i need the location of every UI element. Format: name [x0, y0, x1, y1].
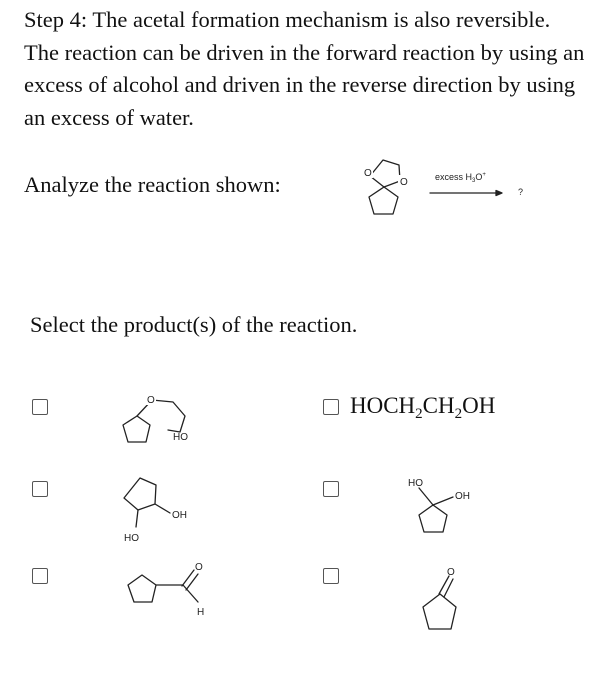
- option-a-checkbox[interactable]: [32, 399, 48, 415]
- reagent-oxygen: O: [475, 172, 483, 182]
- reactant-structure: [340, 145, 430, 245]
- option-a-structure: [110, 388, 220, 468]
- reagent-label: [435, 172, 486, 184]
- unknown-product: ?: [518, 187, 524, 197]
- reaction-arrow: [428, 188, 508, 198]
- reagent-subscript: 3: [472, 178, 476, 184]
- option-a-ho-label: HO: [173, 432, 188, 443]
- dioxolane-ring: [370, 160, 400, 187]
- option-e-o-label: O: [195, 562, 203, 573]
- option-c-ho-label: HO: [124, 533, 139, 544]
- option-f-structure: [395, 555, 495, 665]
- option-d-checkbox[interactable]: [323, 481, 339, 497]
- option-e-h-label: H: [197, 607, 205, 618]
- option-b-ethylene-glycol: $HOCH_2CH_2OH$: [350, 393, 496, 422]
- cyclopentane-ring: [369, 187, 398, 214]
- option-c-cyclopentane: [124, 478, 156, 510]
- option-d-structure: [395, 470, 495, 560]
- option-a-cyclopentane: [123, 416, 150, 442]
- option-c-checkbox[interactable]: [32, 481, 48, 497]
- option-e-structure: [110, 555, 220, 635]
- option-e-cyclopentane: [128, 575, 156, 602]
- option-f-cyclopentane: [423, 594, 456, 629]
- option-a-o-label: O: [147, 395, 155, 406]
- reaction-prompt: Analyze the reaction shown:: [24, 172, 281, 197]
- option-b-checkbox[interactable]: [323, 399, 339, 415]
- reactant-o-label-2: O: [400, 177, 408, 188]
- option-d-cyclopentane: [419, 505, 447, 532]
- option-c-oh-label: OH: [172, 510, 187, 521]
- reactant-o-label-1: O: [364, 168, 372, 179]
- option-f-o-label: O: [447, 567, 455, 578]
- question-prompt: Select the product(s) of the reaction.: [30, 312, 358, 337]
- reagent-prefix: excess H: [435, 172, 473, 182]
- option-f-checkbox[interactable]: [323, 568, 339, 584]
- option-c-structure: [110, 470, 220, 550]
- option-d-ho-label: HO: [408, 478, 423, 489]
- option-d-oh-label: OH: [455, 491, 470, 502]
- reagent-superscript: +: [482, 172, 486, 178]
- step-description: Step 4: The acetal formation mechanism is also reversible. The reaction can be driven in the forward reaction by using an excess of alcohol and driven in the reverse direction by using an excess of water.: [24, 7, 585, 130]
- option-e-checkbox[interactable]: [32, 568, 48, 584]
